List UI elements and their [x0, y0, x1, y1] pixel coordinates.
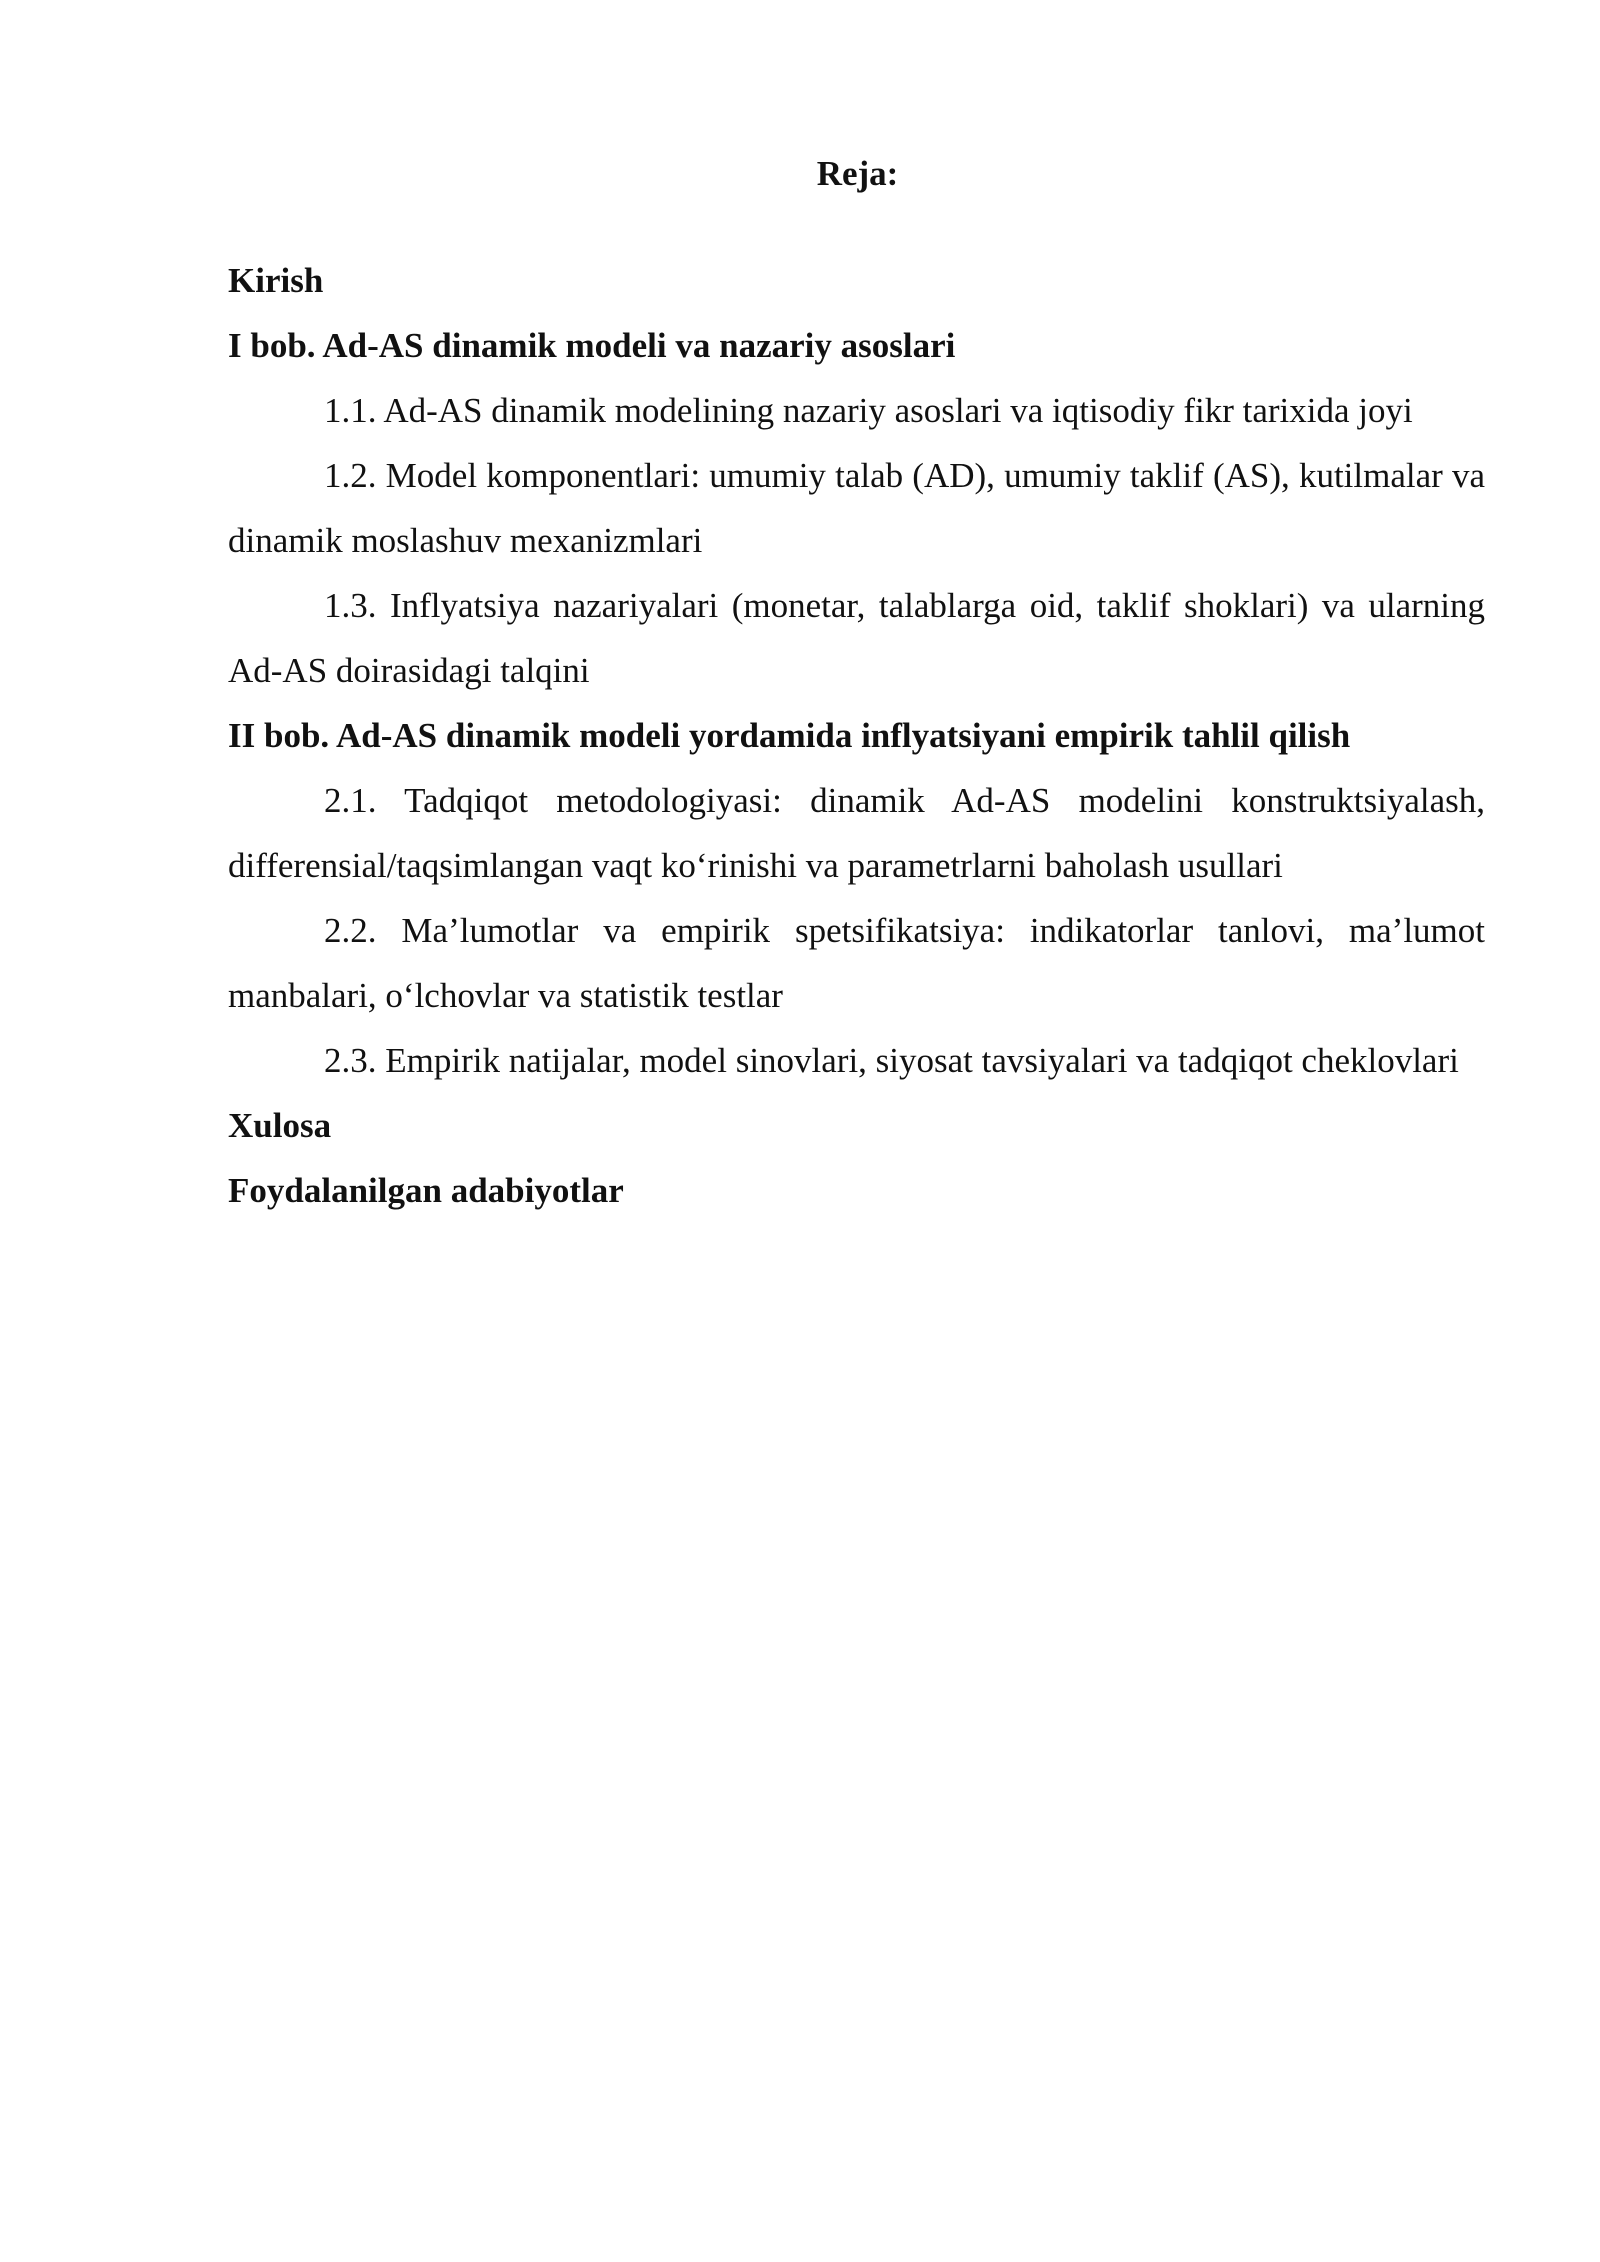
page-title: Reja: [816, 154, 899, 193]
toc-heading-chapter-1: I bob. Ad-AS dinamik modeli va nazariy asoslari [228, 326, 956, 365]
toc-section-2-2: 2.2. Ma’lumotlar va empirik spetsifikatsiya: indikatorlar tanlovi, ma’lumot manbalari, o‘lchovlar va statistik testlar [228, 911, 1485, 1015]
toc-section-2-1: 2.1. Tadqiqot metodologiyasi: dinamik Ad-AS modelini konstruktsiyalash, differensial/taqsimlangan vaqt ko‘rinishi va parametrlarni baholash usullari [228, 781, 1485, 885]
toc-heading-references: Foydalanilgan adabiyotlar [228, 1171, 624, 1210]
toc-section-1-2: 1.2. Model komponentlari: umumiy talab (AD), umumiy taklif (AS), kutilmalar va dinamik moslashuv mexanizmlari [228, 456, 1485, 560]
toc-heading-chapter-2: II bob. Ad-AS dinamik modeli yordamida inflyatsiyani empirik tahlil qilish [228, 716, 1351, 755]
table-of-contents [228, 248, 1485, 1223]
toc-heading-xulosa: Xulosa [228, 1106, 332, 1145]
toc-section-1-1: 1.1. Ad-AS dinamik modelining nazariy asoslari va iqtisodiy fikr tarixida joyi [324, 391, 1413, 430]
toc-section-1-3: 1.3. Inflyatsiya nazariyalari (monetar, talablarga oid, taklif shoklari) va ularning Ad-AS doirasidagi talqini [228, 586, 1485, 690]
toc-section-2-3: 2.3. Empirik natijalar, model sinovlari, siyosat tavsiyalari va tadqiqot cheklovlari [324, 1041, 1459, 1080]
toc-heading-kirish: Kirish [228, 261, 324, 300]
